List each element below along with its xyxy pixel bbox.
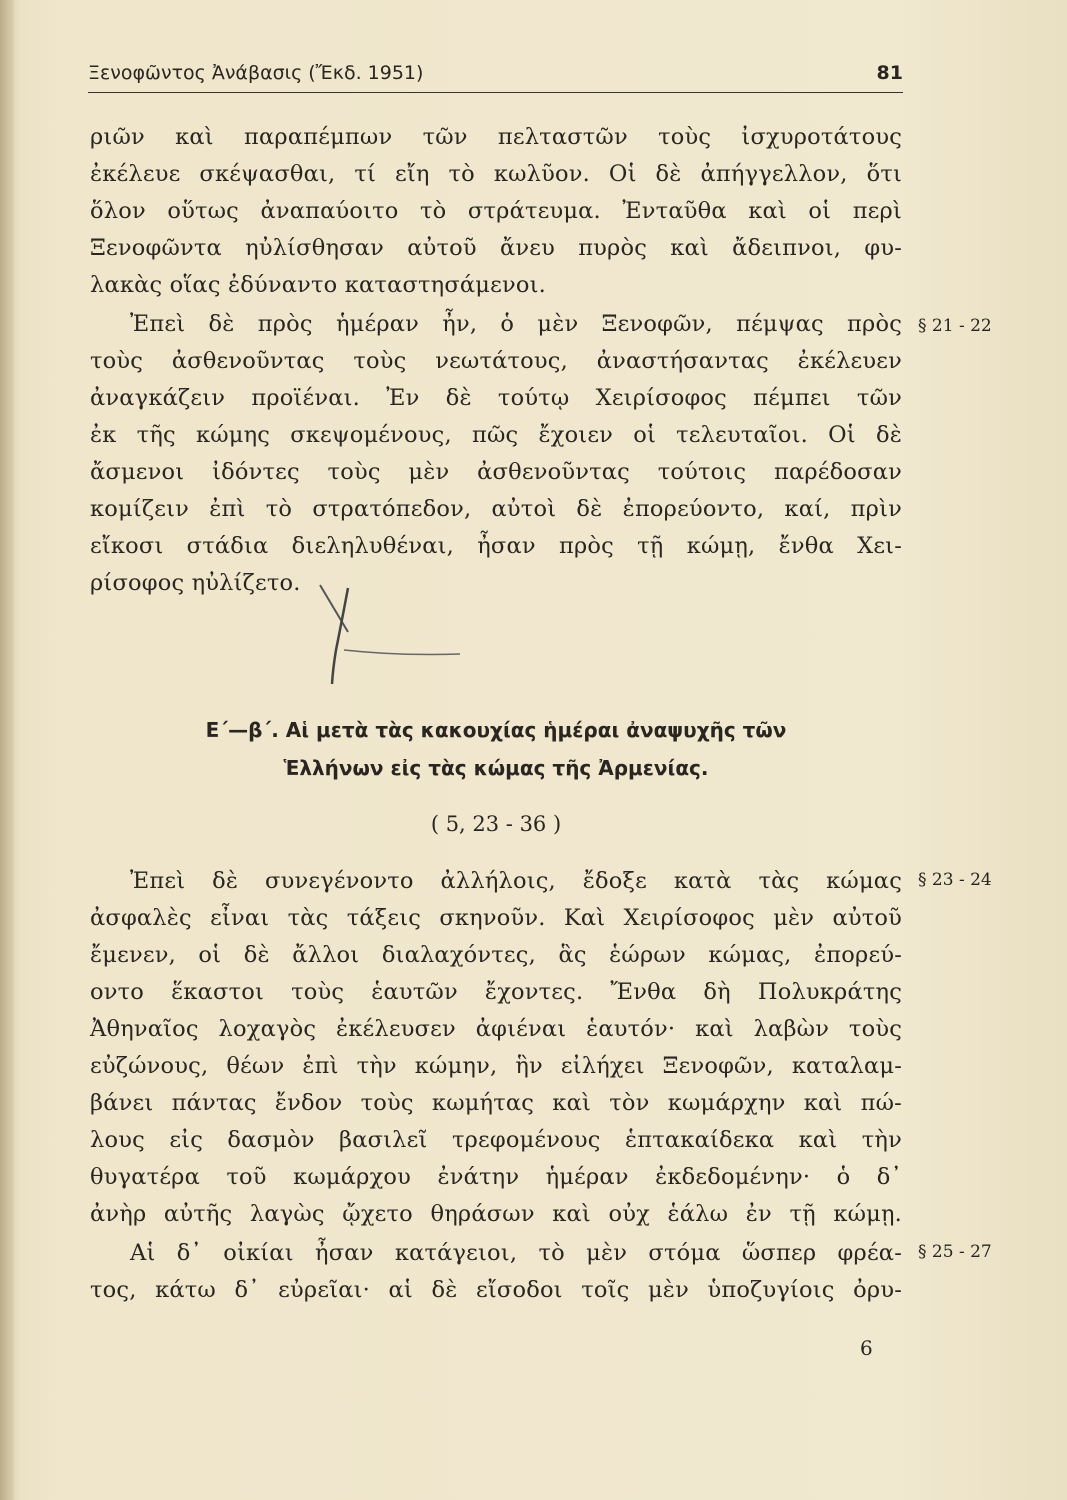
text-line: ρίσοφος ηὐλίζετο. (90, 570, 301, 596)
text-line: Αἱ δ᾽ οἰκίαι ἦσαν κατάγειοι, τὸ μὲν στόμα ὥσπερ φρέα- (130, 1240, 902, 1266)
text-line: λακὰς οἵας ἐδύναντο καταστησάμενοι. (90, 272, 546, 298)
header-title: Ξενοφῶντος Ἀνάβασις (Ἔκδ. 1951) (88, 62, 424, 84)
text-line: οντο ἕκαστοι τοὺς ἑαυτῶν ἔχοντες. Ἔνθα δὴ Πολυκράτης (90, 979, 902, 1005)
text-line: βάνει πάντας ἔνδον τοὺς κωμήτας καὶ τὸν κωμάρχην καὶ πώ- (90, 1090, 902, 1116)
text-line: ἀσφαλὲς εἶναι τὰς τάξεις σκηνοῦν. Καὶ Χειρίσοφος μὲν αὐτοῦ (90, 905, 902, 931)
text-line: τος, κάτω δ᾽ εὐρεῖαι· αἱ δὲ εἴσοδοι τοῖς μὲν ὑποζυγίοις ὀρυ- (90, 1277, 902, 1303)
text-line: ἀνὴρ αὐτῆς λαγὼς ᾤχετο θηράσων καὶ οὐχ ἑάλω ἐν τῇ κώμῃ. (90, 1201, 902, 1227)
margin-ref: § 21 - 22 (918, 316, 992, 336)
page-number: 81 (876, 62, 903, 84)
text-line: εὐζώνους, θέων ἐπὶ τὴν κώμην, ἣν εἰλήχει Ξενοφῶν, καταλαμ- (90, 1053, 902, 1079)
text-line: θυγατέρα τοῦ κωμάρχου ἐνάτην ἡμέραν ἐκδεδομένην· ὁ δ᾽ (90, 1164, 902, 1190)
section-reference: ( 5, 23 - 36 ) (430, 812, 562, 836)
text-line: ἔμενεν, οἱ δὲ ἄλλοι διαλαχόντες, ἃς ἑώρων κώμας, ἐπορεύ- (90, 942, 902, 968)
margin-ref: § 23 - 24 (918, 870, 992, 890)
text-line: λους εἰς δασμὸν βασιλεῖ τρεφομένους ἑπτακαίδεκα καὶ τὴν (90, 1127, 902, 1153)
text-line: Ἐπεὶ δὲ συνεγένοντο ἀλλήλοις, ἔδοξε κατὰ τὰς κώμας (130, 868, 902, 894)
text-line: ὅλον οὕτως ἀναπαύοιτο τὸ στράτευμα. Ἐνταῦθα καὶ οἱ περὶ (90, 198, 902, 224)
text-line: Ἀθηναῖος λοχαγὸς ἐκέλευσεν ἀφιέναι ἑαυτόν· καὶ λαβὼν τοὺς (90, 1016, 902, 1042)
text-line: ἀναγκάζειν προϊέναι. Ἐν δὲ τούτῳ Χειρίσοφος πέμπει τῶν (90, 385, 902, 411)
text-line: Ἐπεὶ δὲ πρὸς ἡμέραν ἦν, ὁ μὲν Ξενοφῶν, πέμψας πρὸς (130, 311, 902, 337)
margin-ref: § 25 - 27 (918, 1242, 992, 1262)
text-line: ἐκέλευε σκέψασθαι, τί εἴη τὸ κωλῦον. Οἱ δὲ ἀπήγγελλον, ὅτι (90, 161, 902, 187)
text-line: κομίζειν ἐπὶ τὸ στρατόπεδον, αὐτοὶ δὲ ἐπορεύοντο, καί, πρὶν (90, 496, 902, 522)
text-line: ριῶν καὶ παραπέμπων τῶν πελταστῶν τοὺς ἰσχυροτάτους (90, 124, 902, 150)
text-line: τοὺς ἀσθενοῦντας τοὺς νεωτάτους, ἀναστήσαντας ἐκέλευεν (90, 348, 902, 374)
pencil-mark-icon (300, 580, 470, 690)
text-line: Ξενοφῶντα ηὐλίσθησαν αὐτοῦ ἄνευ πυρὸς καὶ ἄδειπνοι, φυ- (90, 235, 902, 261)
text-line: εἴκοσι στάδια διεληλυθέναι, ἦσαν πρὸς τῇ κώμῃ, ἔνθα Χει- (90, 533, 902, 559)
running-header (88, 60, 903, 93)
book-spine-shadow (0, 0, 14, 1500)
text-line: ἐκ τῆς κώμης σκεψομένους, πῶς ἔχοιεν οἱ τελευταῖοι. Οἱ δὲ (90, 422, 902, 448)
text-line: ἄσμενοι ἰδόντες τοὺς μὲν ἀσθενοῦντας τούτοις παρέδοσαν (90, 459, 902, 485)
section-heading-line-1: Ε΄—β΄. Αἱ μετὰ τὰς κακουχίας ἡμέραι ἀναψυχῆς τῶν (205, 718, 787, 742)
signature-mark: 6 (860, 1336, 873, 1360)
section-heading-line-2: Ἑλλήνων εἰς τὰς κώμας τῆς Ἀρμενίας. (283, 756, 709, 780)
